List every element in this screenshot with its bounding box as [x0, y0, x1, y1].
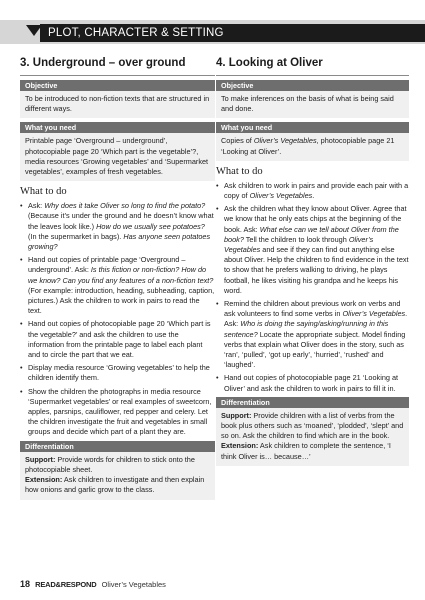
page-header [0, 0, 425, 44]
page-header-title: PLOT, CHARACTER & SETTING [48, 27, 224, 39]
instruction-list [216, 181, 409, 394]
activity-4-column [216, 56, 409, 466]
list-item: • Display media resource ‘Growing vegetables’ to help the children identify them. [20, 363, 215, 383]
objective-label: Objective [20, 80, 215, 91]
objective-label: Objective [216, 80, 409, 91]
differentiation-text: Support: Provide words for children to stick onto the photocopiable sheet. Extension: Ask children to investigate and then explain how onions and garlic grow to the class. [20, 452, 215, 500]
need-label: What you need [216, 122, 409, 133]
page-number: 18 [20, 579, 31, 589]
list-item: • Ask the children what they know about Oliver. Agree that we know that he only eats chips at the beginning of the book. Ask: What else can we tell about Oliver from the book? Tell the children to look through Oliver’s Vegetables and see if they can find out anything else about Oliver. Help the children to find evidence in the text to show that he prefers walking to driving, he plays football, he likes visiting his grandpa and he keeps his word. [216, 204, 409, 296]
list-item: • Hand out copies of photocopiable page 21 ‘Looking at Oliver’ and ask the children to work in pairs to fill it in. [216, 373, 409, 393]
need-text: Printable page ‘Overground – underground’, photocopiable page 20 ‘Which part is the vegetable’?, media resources ‘Growing vegetables’ and ‘Supermarket vegetables’, examples of fresh vegetables. [20, 133, 215, 181]
differentiation-label: Differentiation [216, 397, 409, 408]
differentiation-label: Differentiation [20, 441, 215, 452]
objective-text: To be introduced to non-fiction texts that are structured in different ways. [20, 91, 215, 118]
list-item: • Hand out copies of photocopiable page 20 ‘Which part is the vegetable?’ and ask the children to use the information from the printable page to label each plant and to circle the part that we eat. [20, 319, 215, 360]
need-text: Copies of Oliver’s Vegetables, photocopiable page 21 ‘Looking at Oliver’. [216, 133, 409, 160]
activity-3-column [20, 56, 215, 500]
list-item: • Hand out copies of printable page ‘Overground – underground’. Ask: Is this fiction or non-fiction? How do we know? Can you find any features of a non-fiction text? (For example: introduction, heading, subheading, caption, pictures.) Ask the children to work in pairs to read the text. [20, 255, 215, 316]
list-item: • Ask: Why does it take Oliver so long to find the potato? (Because it’s under the ground and he doesn’t know what the leaves look like.) How do we usually see potatoes? (In the supermarket in bags). Has anyone seen potatoes growing? [20, 201, 215, 252]
book-title: Oliver’s Vegetables [101, 580, 166, 589]
activity-4-title: 4. Looking at Oliver [216, 56, 409, 76]
what-to-do-heading: What to do [216, 165, 263, 177]
list-item: • Remind the children about previous work on verbs and ask volunteers to find some verbs in Oliver’s Vegetables. Ask: Who is doing the saying/asking/running in this sentence? Locate the appropriate subject. Model finding verbs that explain what Oliver does in the story, such as ‘ran’, ‘pulled’, ‘got up early’, ‘hurried’, ‘rushed’ and ‘laughed’. [216, 299, 409, 370]
instruction-list [20, 201, 215, 437]
need-label: What you need [20, 122, 215, 133]
activity-3-title: 3. Underground – over ground [20, 56, 215, 76]
series-logo: READ&RESPOND [35, 580, 97, 589]
differentiation-text: Support: Provide children with a list of verbs from the book plus others such as ‘moaned’, ‘plodded’, ‘slept’ and so on. Ask the children to find which are in the book. Extension: Ask children to complete the sentence, ‘I think Oliver is… because…’ [216, 408, 409, 466]
list-item: • Ask children to work in pairs and provide each pair with a copy of Oliver’s Vegetables. [216, 181, 409, 201]
objective-text: To make inferences on the basis of what is being said and done. [216, 91, 409, 118]
list-item: • Show the children the photographs in media resource ‘Supermarket vegetables’ or real examples of sweetcorn, apples, parsnips, cauliflower, red pepper and celery. Let the children investigate the fruit and vegetables in small groups and decide which part of a plant they are. [20, 387, 215, 438]
page-footer [20, 579, 166, 590]
what-to-do-heading: What to do [20, 186, 67, 198]
